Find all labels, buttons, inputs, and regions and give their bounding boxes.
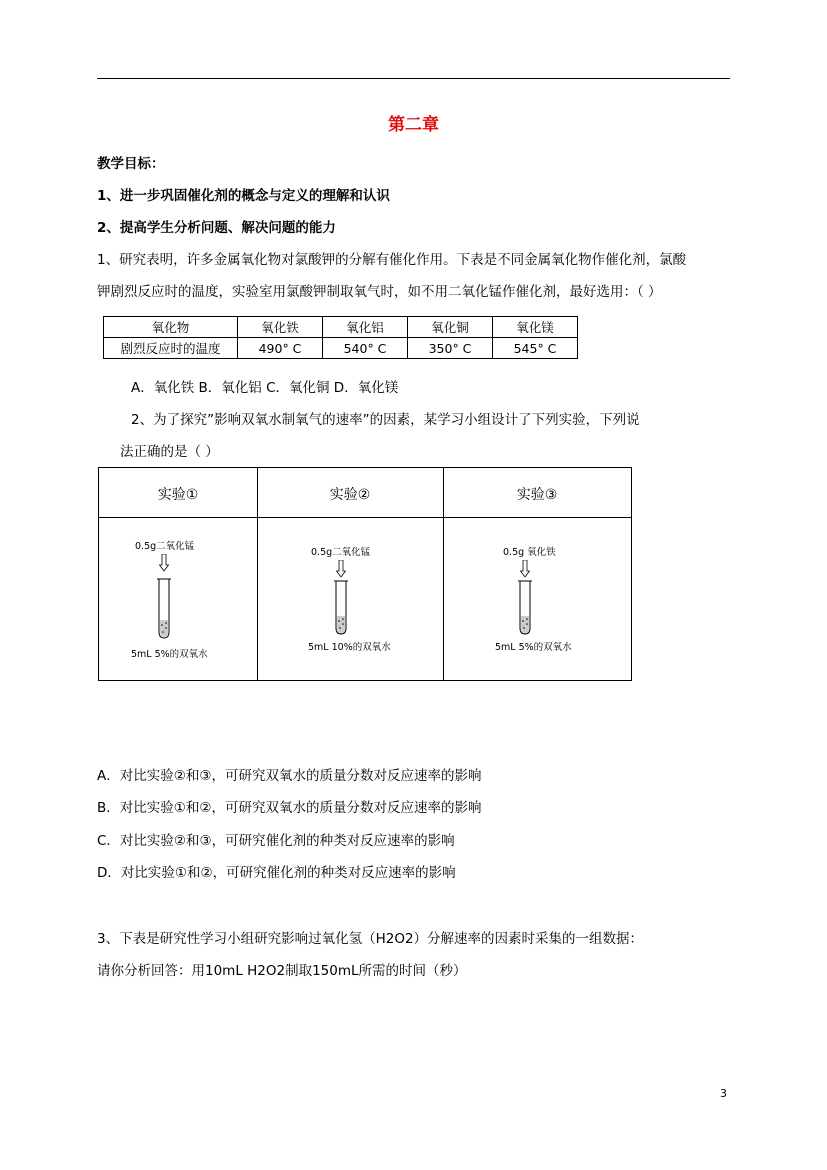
table-cell: 545° C <box>493 338 578 359</box>
q1-line-2: 钾剧烈反应时的温度，实验室用氯酸钾制取氧气时，如不用二氧化锰作催化剂，最好选用：（ ） <box>97 284 662 300</box>
divider <box>99 517 631 518</box>
q1-options: A．氧化铁 B．氧化铝 C．氧化铜 D．氧化镁 <box>131 380 399 396</box>
q2-option-c: C．对比实验②和③，可研究催化剂的种类对反应速率的影响 <box>97 833 455 849</box>
q3-line-1: 3、下表是研究性学习小组研究影响过氧化氢（H2O2）分解速率的因素时采集的一组数据： <box>97 931 644 947</box>
q2-line-1: 2、为了探究”影响双氧水制氧气的速率”的因素，某学习小组设计了下列实验，下列说 <box>131 412 640 428</box>
goal-1: 1、进一步巩固催化剂的概念与定义的理解和认识 <box>97 188 390 204</box>
down-arrow-icon <box>159 554 169 572</box>
table-cell: 氧化铁 <box>238 317 323 338</box>
experiment-2-solution: 5mL 10%的双氧水 <box>308 642 391 653</box>
test-tube-icon <box>333 580 349 636</box>
table-cell: 540° C <box>323 338 408 359</box>
q2-option-a: A．对比实验②和③，可研究双氧水的质量分数对反应速率的影响 <box>97 768 482 784</box>
chapter-title: 第二章 <box>388 115 439 135</box>
down-arrow-icon <box>336 560 346 578</box>
experiment-2-catalyst: 0.5g二氧化锰 <box>311 547 371 558</box>
test-tube-icon <box>156 578 172 640</box>
test-tube-icon <box>517 580 533 636</box>
experiment-1-catalyst: 0.5g二氧化锰 <box>135 541 195 552</box>
catalyst-temperature-table <box>103 316 578 359</box>
table-cell: 490° C <box>238 338 323 359</box>
q2-option-d: D．对比实验①和②，可研究催化剂的种类对反应速率的影响 <box>97 865 456 881</box>
experiment-2-label: 实验② <box>329 487 371 503</box>
experiment-1-label: 实验① <box>157 487 199 503</box>
table-cell: 氧化铜 <box>408 317 493 338</box>
goals-heading: 教学目标： <box>97 156 165 172</box>
table-cell: 剧烈反应时的温度 <box>104 338 238 359</box>
table-cell: 氧化铝 <box>323 317 408 338</box>
q1-line-1: 1、研究表明，许多金属氧化物对氯酸钾的分解有催化作用。下表是不同金属氧化物作催化剂，氯酸 <box>97 252 687 268</box>
experiment-3-label: 实验③ <box>516 487 558 503</box>
table-row <box>104 317 578 338</box>
table-row <box>104 338 578 359</box>
q3-line-2: 请你分析回答：用10mL H2O2制取150mL所需的时间（秒） <box>97 963 467 979</box>
experiment-3-catalyst: 0.5g 氧化铁 <box>503 547 556 558</box>
table-cell: 350° C <box>408 338 493 359</box>
down-arrow-icon <box>520 560 530 578</box>
page-number: 3 <box>720 1087 727 1100</box>
table-cell: 氧化物 <box>104 317 238 338</box>
q2-option-b: B．对比实验①和②，可研究双氧水的质量分数对反应速率的影响 <box>97 800 482 816</box>
experiment-3-solution: 5mL 5%的双氧水 <box>495 642 572 653</box>
experiment-table <box>98 467 632 681</box>
experiment-1-solution: 5mL 5%的双氧水 <box>131 649 208 660</box>
goal-2: 2、提高学生分析问题、解决问题的能力 <box>97 220 336 236</box>
table-cell: 氧化镁 <box>493 317 578 338</box>
q2-line-2: 法正确的是（ ） <box>120 444 219 460</box>
header-rule <box>97 78 730 79</box>
